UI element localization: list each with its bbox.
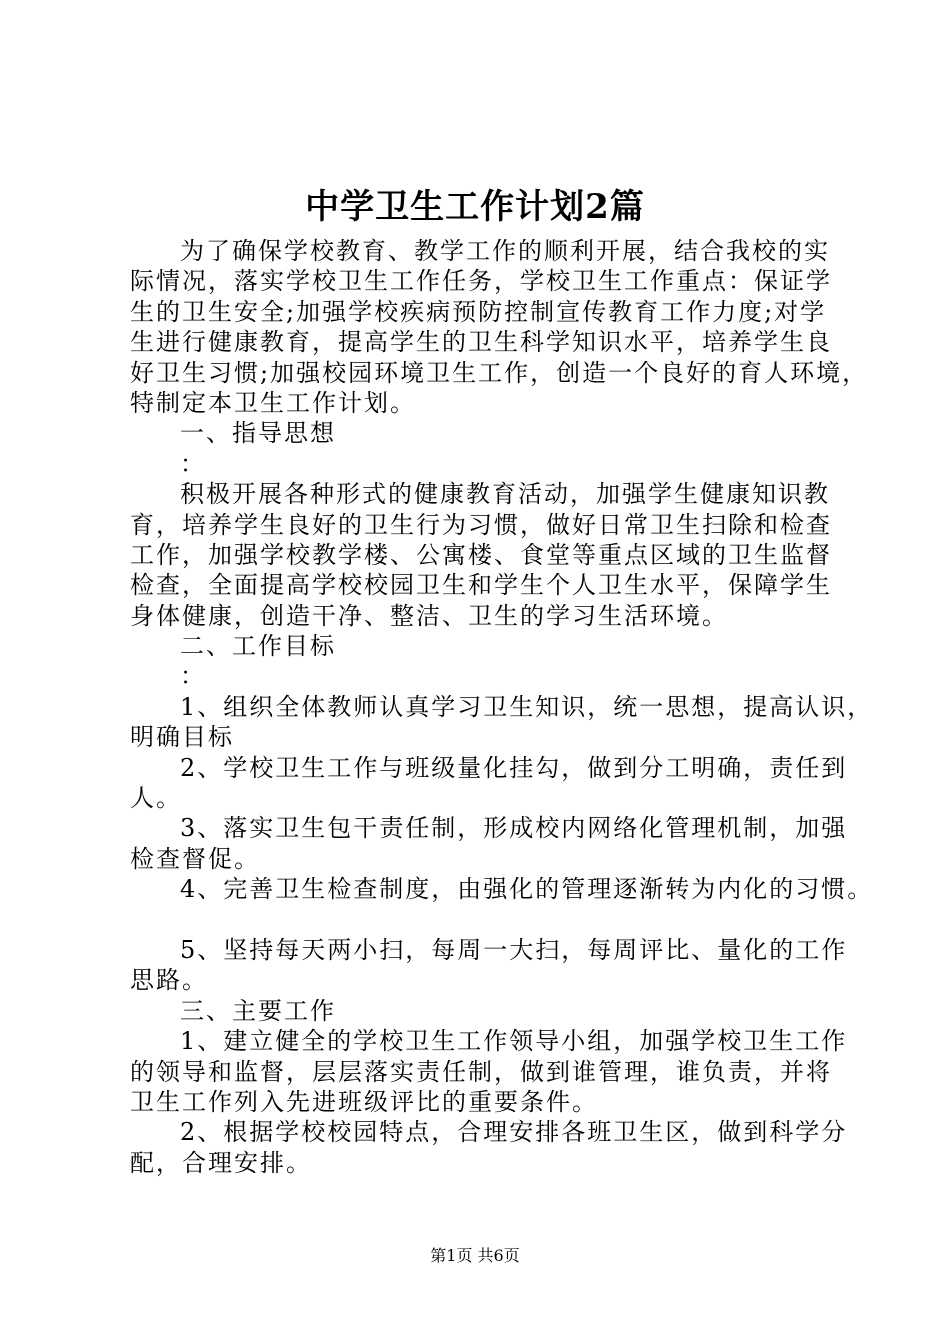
list-item: 1、建立健全的学校卫生工作领导小组，加强学校卫生工作 [180, 1027, 848, 1056]
text-line: 特制定本卫生工作计划。 [130, 388, 416, 417]
text-line: 为了确保学校教育、教学工作的顺利开展，结合我校的实 [180, 237, 830, 265]
section-heading: 三、主要工作 [180, 996, 336, 1025]
list-item: 5、坚持每天两小扫，每周一大扫，每周评比、量化的工作 [180, 935, 848, 964]
document-title: 中学卫生工作计划2篇 [305, 187, 645, 227]
text-line: 配，合理安排。 [130, 1148, 312, 1177]
text-line: 卫生工作列入先进班级评比的重要条件。 [130, 1087, 598, 1116]
text-line: ： [180, 449, 206, 478]
text-line: 检查，全面提高学校校园卫生和学生个人卫生水平，保障学生 [130, 571, 832, 600]
list-item: 1、组织全体教师认真学习卫生知识，统一思想，提高认识， [180, 692, 874, 721]
list-item: 2、学校卫生工作与班级量化挂勾，做到分工明确，责任到 [180, 753, 848, 782]
list-item: 3、落实卫生包干责任制，形成校内网络化管理机制，加强 [180, 814, 848, 843]
text-line: 积极开展各种形式的健康教育活动，加强学生健康知识教 [180, 480, 830, 509]
section-heading: 一、指导思想 [180, 419, 336, 448]
text-line: 的领导和监督，层层落实责任制，做到谁管理，谁负责，并将 [130, 1057, 832, 1086]
text-line: 际情况，落实学校卫生工作任务，学校卫生工作重点：保证学 [130, 267, 832, 296]
text-line: 工作，加强学校教学楼、公寓楼、食堂等重点区域的卫生监督 [130, 540, 832, 569]
text-line: 思路。 [130, 966, 208, 995]
section-heading: 二、工作目标 [180, 632, 336, 661]
text-line: ： [180, 662, 206, 691]
text-line: 检查督促。 [130, 844, 260, 873]
text-line: 育，培养学生良好的卫生行为习惯，做好日常卫生扫除和检查 [130, 510, 832, 539]
text-line: 生进行健康教育，提高学生的卫生科学知识水平，培养学生良 [130, 328, 832, 357]
text-line: 人。 [130, 784, 182, 813]
text-line: 好卫生习惯;加强校园环境卫生工作，创造一个良好的育人环境， [130, 358, 869, 387]
list-item: 4、完善卫生检查制度，由强化的管理逐渐转为内化的习惯。 [180, 875, 874, 904]
blank-line [130, 905, 842, 935]
text-line: 身体健康，创造干净、整洁、卫生的学习生活环境。 [130, 601, 728, 630]
text-line: 生的卫生安全;加强学校疾病预防控制宣传教育工作力度;对学 [130, 297, 827, 326]
page-footer: 第1页 共6页 [430, 1246, 520, 1265]
text-line: 明确目标 [130, 723, 234, 752]
list-item: 2、根据学校校园特点，合理安排各班卫生区，做到科学分 [180, 1118, 848, 1147]
document-body [130, 236, 874, 1178]
